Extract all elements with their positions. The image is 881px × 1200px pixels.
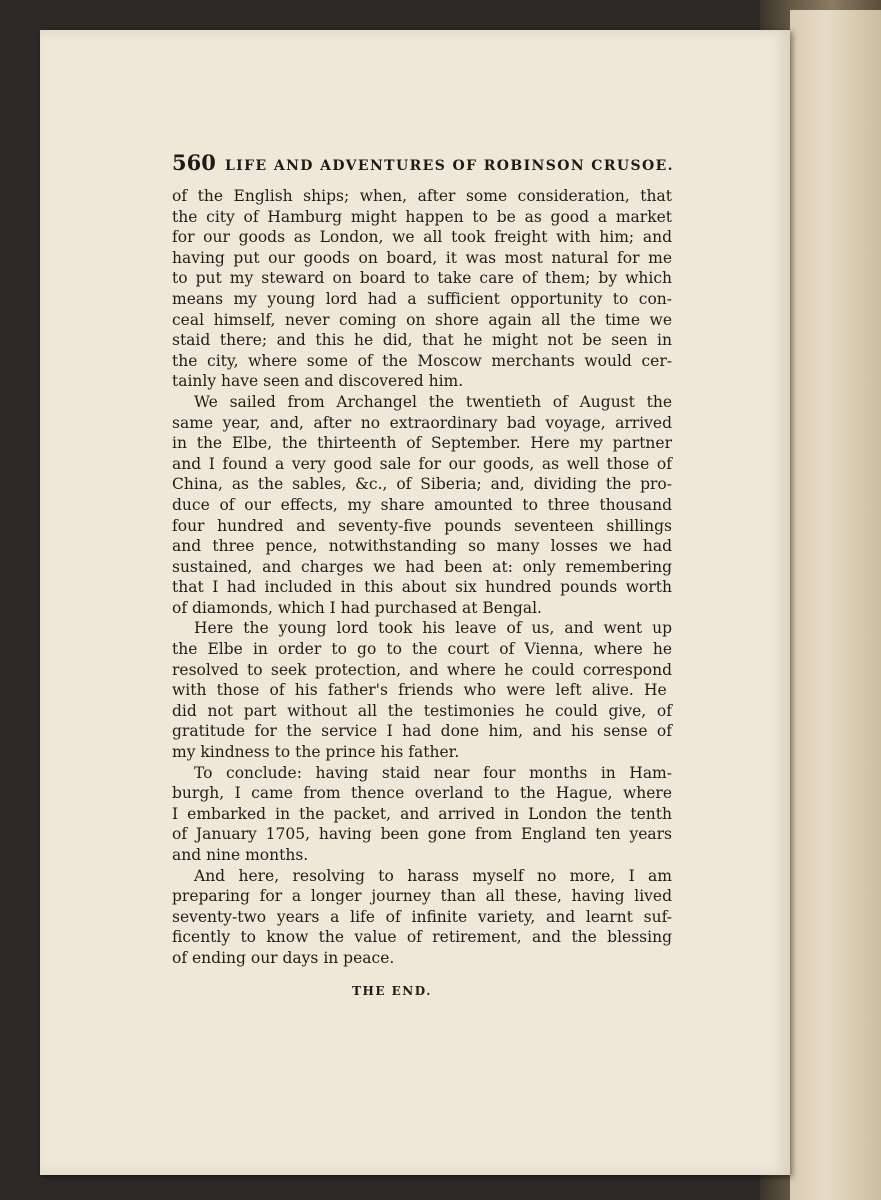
text-line: tainly have seen and discovered him.	[172, 372, 464, 391]
text-line: We sailed from Archangel the twentieth of August the	[194, 392, 672, 411]
page-number: 560	[172, 150, 216, 175]
text-line: to put my steward on board to take care of them; by which	[172, 269, 672, 288]
text-line: I embarked in the packet, and arrived in London the tenth	[172, 804, 672, 823]
text-line: seventy-two years a life of infinite variety, and learnt suf-	[172, 907, 672, 926]
text-line: burgh, I came from thence overland to the Hague, where	[172, 784, 672, 803]
text-line: and three pence, notwithstanding so many losses we had	[172, 537, 672, 556]
text-line: in the Elbe, the thirteenth of September. Here my partner	[172, 434, 672, 453]
the-end-label: THE END.	[352, 984, 432, 998]
text-line: four hundred and seventy-five pounds seventeen shillings	[172, 516, 672, 535]
text-line: the city of Hamburg might happen to be as good a market	[172, 207, 672, 226]
text-line: resolved to seek protection, and where he could correspond	[172, 660, 672, 679]
text-line: for our goods as London, we all took freight with him; and	[172, 228, 672, 247]
text-line: that I had included in this about six hundred pounds worth	[172, 578, 672, 597]
text-line: gratitude for the service I had done him, and his sense of	[172, 722, 672, 741]
text-line: and nine months.	[172, 846, 309, 864]
text-line: having put our goods on board, it was most natural for me	[172, 248, 672, 267]
text-line: sustained, and charges we had been at: only remembering	[172, 557, 672, 576]
text-line: of January 1705, having been gone from England ten years	[172, 825, 672, 844]
text-line: China, as the sables, &c., of Siberia; and, dividing the pro-	[172, 475, 672, 494]
text-line: the city, where some of the Moscow merchants would cer-	[172, 351, 672, 370]
text-line: and I found a very good sale for our goods, as well those of	[172, 454, 672, 473]
body-text	[172, 186, 672, 969]
text-line: with those of his father's friends who were left alive. He	[172, 681, 667, 700]
text-line: ficently to know the value of retirement, and the blessing	[172, 928, 672, 947]
text-line: duce of our effects, my share amounted to three thousand	[172, 495, 672, 514]
text-line: Here the young lord took his leave of us, and went up	[194, 619, 672, 638]
text-line: To conclude: having staid near four months in Ham-	[194, 763, 672, 782]
text-line: my kindness to the prince his father.	[172, 743, 460, 762]
text-line: the Elbe in order to go to the court of Vienna, where he	[172, 640, 672, 659]
running-head: LIFE AND ADVENTURES OF ROBINSON CRUSOE.	[224, 158, 674, 174]
text-line: did not part without all the testimonies he could give, of	[172, 701, 672, 720]
text-line: same year, and, after no extraordinary bad voyage, arrived	[172, 413, 672, 432]
text-line: means my young lord had a sufficient opportunity to con-	[172, 289, 672, 308]
text-line: preparing for a longer journey than all these, having lived	[172, 887, 672, 906]
facing-page-edge	[790, 10, 881, 1200]
text-line: staid there; and this he did, that he might not be seen in	[172, 331, 672, 350]
text-line: ceal himself, never coming on shore again all the time we	[172, 310, 672, 329]
text-line: of ending our days in peace.	[172, 948, 395, 967]
text-line: of the English ships; when, after some consideration, that	[172, 187, 672, 205]
text-line: And here, resolving to harass myself no more, I am	[194, 866, 672, 885]
page-header	[172, 150, 672, 178]
text-line: of diamonds, which I had purchased at Bengal.	[172, 598, 542, 617]
